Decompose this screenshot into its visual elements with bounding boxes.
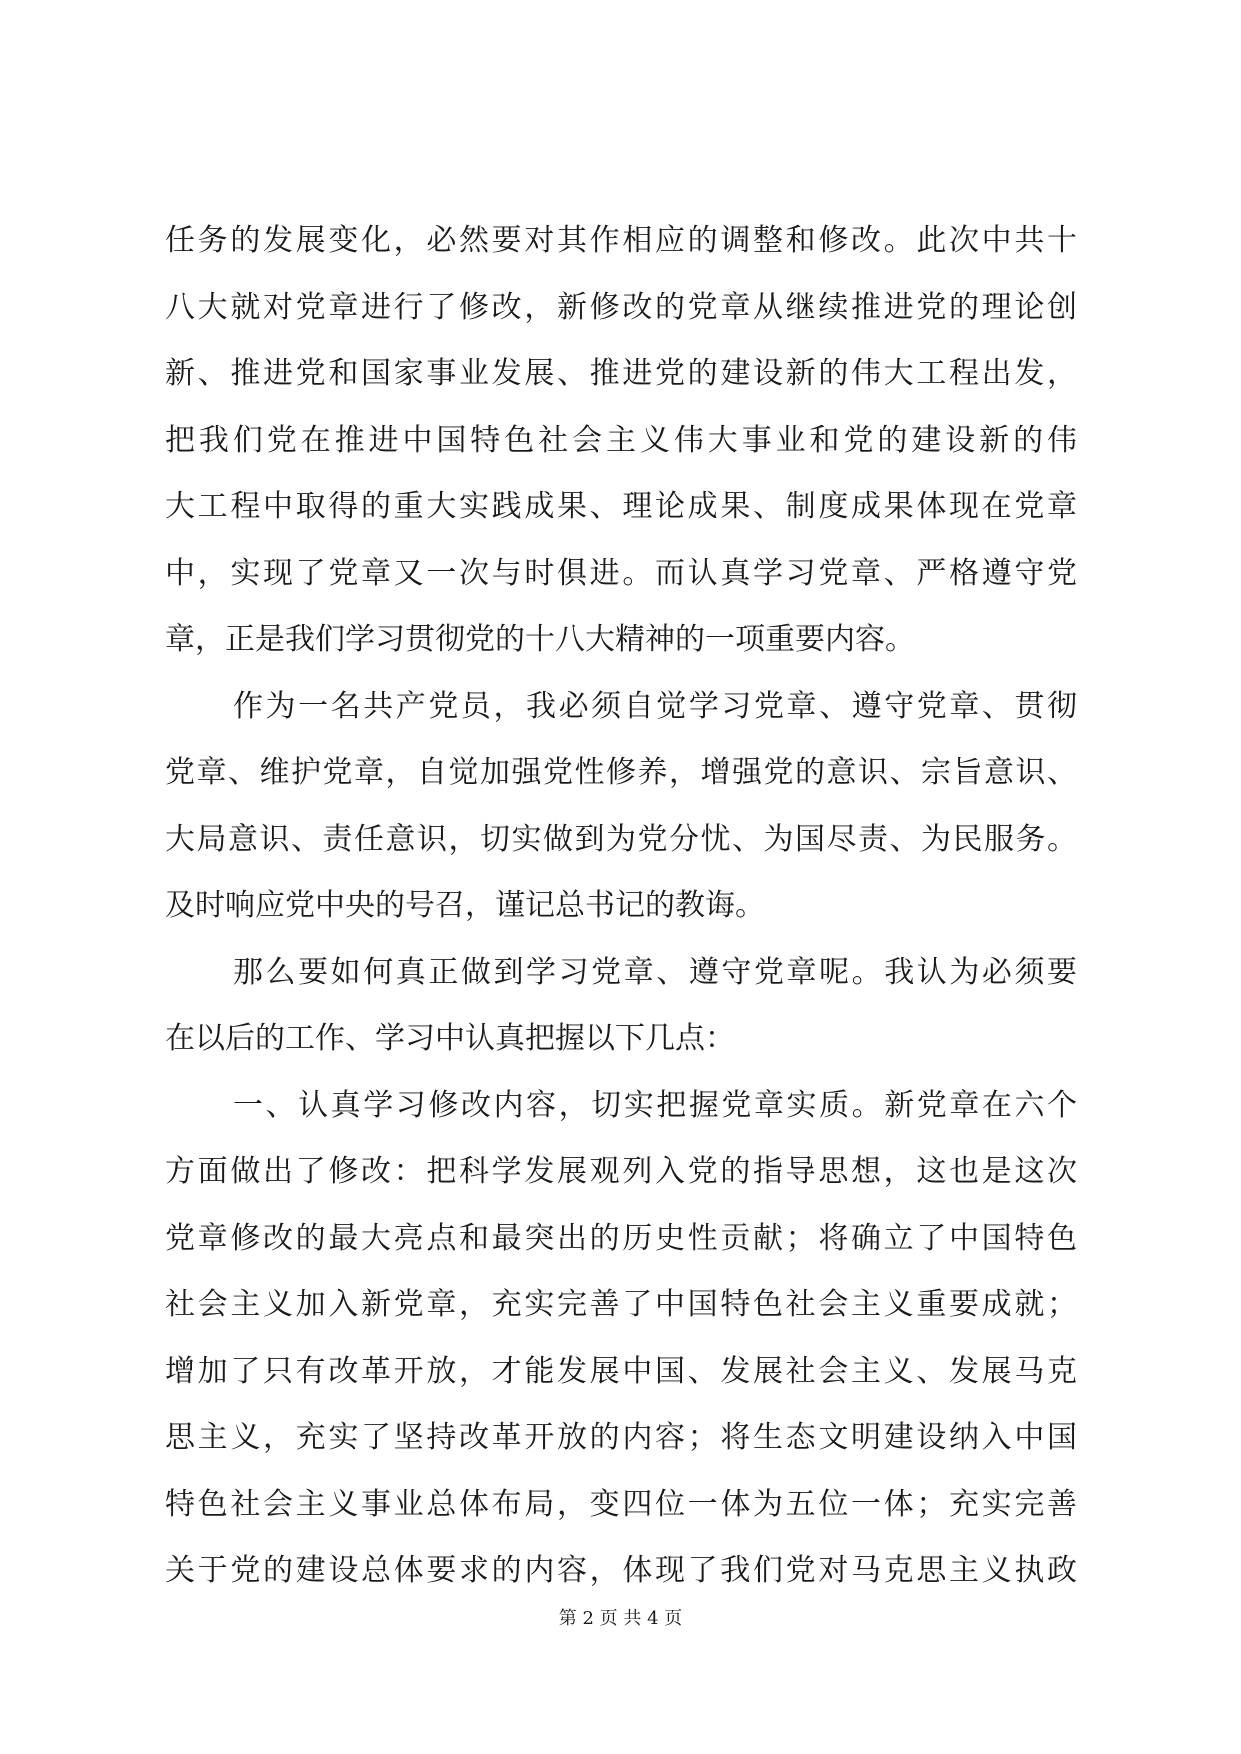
paragraph-1-line-1: 任务的发展变化，必然要对其作相应的调整和修改。此次中共十 (165, 223, 1077, 258)
paragraph-2-line-3: 大局意识、责任意识，切实做到为党分忧、为国尽责、为民服务。 (165, 821, 1077, 857)
paragraph-2-line-2: 党章、维护党章，自觉加强党性修养，增强党的意识、宗旨意识、 (165, 755, 1077, 790)
paragraph-4-line-1: 一、认真学习修改内容，切实把握党章实质。新党章在六个 (233, 1087, 1077, 1123)
paragraph-1-line-7: 章，正是我们学习贯彻党的十八大精神的一项重要内容。 (165, 622, 915, 657)
paragraph-1-line-4: 把我们党在推进中国特色社会主义伟大事业和党的建设新的伟 (165, 422, 1077, 458)
paragraph-3-line-1: 那么要如何真正做到学习党章、遵守党章呢。我认为必须要 (233, 954, 1077, 990)
paragraph-4-line-4: 社会主义加入新党章，充实完善了中国特色社会主义重要成就； (165, 1287, 1077, 1322)
paragraph-4-line-7: 特色社会主义事业总体布局，变四位一体为五位一体；充实完善 (165, 1486, 1077, 1522)
paragraph-1-line-5: 大工程中取得的重大实践成果、理论成果、制度成果体现在党章 (165, 489, 1077, 524)
paragraph-1-line-6: 中，实现了党章又一次与时俱进。而认真学习党章、严格遵守党 (165, 555, 1077, 591)
paragraph-4-line-6: 思主义，充实了坚持改革开放的内容；将生态文明建设纳入中国 (165, 1420, 1077, 1455)
paragraph-2-line-1: 作为一名共产党员，我必须自觉学习党章、遵守党章、贯彻 (233, 688, 1077, 724)
paragraph-4-line-2: 方面做出了修改：把科学发展观列入党的指导思想，这也是这次 (165, 1154, 1077, 1189)
paragraph-4-line-8: 关于党的建设总体要求的内容，体现了我们党对马克思主义执政 (165, 1553, 1077, 1588)
paragraph-1-line-3: 新、推进党和国家事业发展、推进党的建设新的伟大工程出发， (165, 356, 1077, 391)
paragraph-4-line-3: 党章修改的最大亮点和最突出的历史性贡献；将确立了中国特色 (165, 1220, 1077, 1256)
paragraph-2-line-4: 及时响应党中央的号召，谨记总书记的教诲。 (165, 888, 765, 923)
paragraph-1-line-2: 八大就对党章进行了修改，新修改的党章从继续推进党的理论创 (165, 289, 1077, 325)
paragraph-3-line-2: 在以后的工作、学习中认真把握以下几点： (165, 1021, 735, 1056)
paragraph-4-line-5: 增加了只有改革开放，才能发展中国、发展社会主义、发展马克 (165, 1353, 1077, 1389)
document-body (165, 223, 1077, 1620)
page-number-footer: 第 2 页 共 4 页 (558, 1608, 683, 1629)
